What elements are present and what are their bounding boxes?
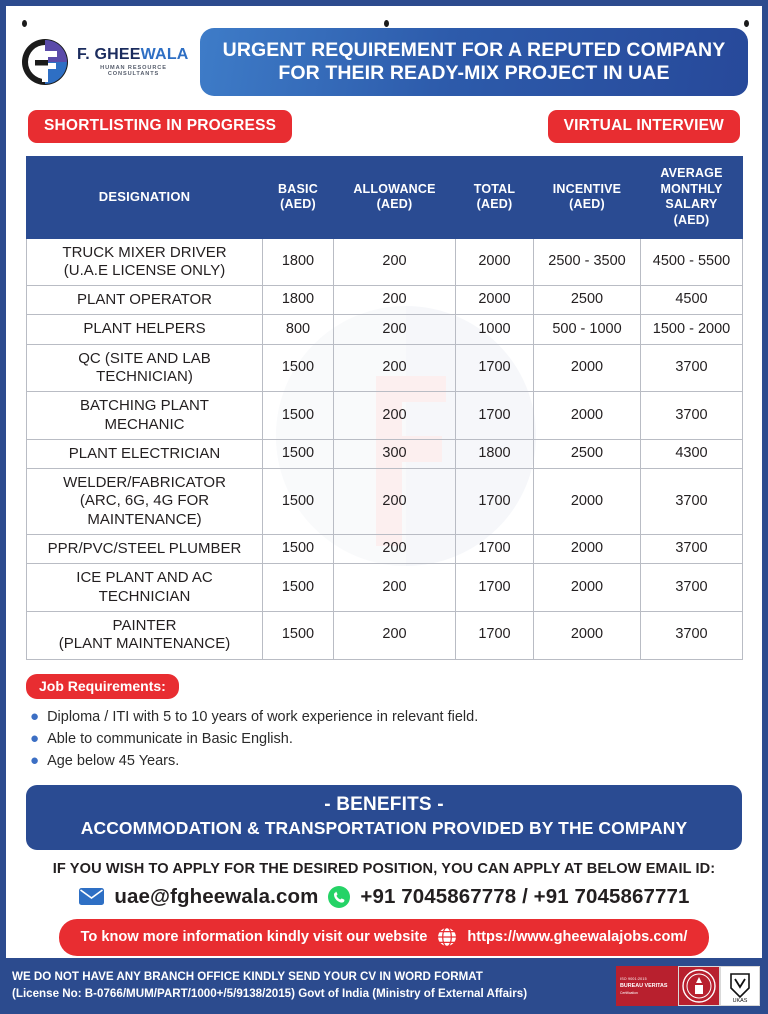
seal-emblem-icon [681, 968, 717, 1004]
cell-total: 1700 [456, 392, 534, 440]
cell-basic: 800 [263, 315, 334, 344]
designation-line: TRUCK MIXER DRIVER [62, 243, 227, 261]
column-header-allowance [334, 157, 456, 239]
column-header-total [456, 157, 534, 239]
job-requirements-section [6, 660, 762, 772]
certification-badges [616, 966, 760, 1006]
footer-notice [12, 969, 527, 1003]
table-row [27, 535, 743, 564]
status-pill-row [6, 96, 762, 143]
cell-total: 1800 [456, 439, 534, 468]
column-header-incentive [534, 157, 641, 239]
cell-allowance: 200 [334, 469, 456, 535]
cell-incentive: 2000 [534, 611, 641, 659]
designation-line: (ARC, 6G, 4G FOR [79, 492, 210, 510]
cell-incentive: 2500 [534, 439, 641, 468]
cell-total: 1700 [456, 564, 534, 612]
designation-line: PLANT OPERATOR [76, 291, 213, 309]
cell-designation [27, 286, 263, 315]
table-row [27, 564, 743, 612]
cell-designation [27, 611, 263, 659]
email-icon [78, 887, 105, 906]
salary-table-body [27, 238, 743, 659]
cell-average-salary: 4500 - 5500 [641, 238, 743, 286]
salary-table [26, 156, 743, 660]
cell-total: 2000 [456, 286, 534, 315]
designation-line: PAINTER [112, 616, 177, 634]
globe-icon [436, 926, 458, 948]
cell-allowance: 200 [334, 535, 456, 564]
official-seal-icon [678, 966, 720, 1006]
website-banner-wrap [6, 909, 762, 956]
website-banner[interactable] [59, 919, 710, 956]
requirement-text: Age below 45 Years. [47, 752, 180, 769]
cell-basic: 1800 [263, 286, 334, 315]
apply-instruction: IF YOU WISH TO APPLY FOR THE DESIRED POSITION, YOU CAN APPLY AT BELOW EMAIL ID: [52, 860, 716, 877]
salary-table-head [27, 157, 743, 239]
cell-average-salary: 1500 - 2000 [641, 315, 743, 344]
salary-table-container [6, 143, 762, 660]
logo-tagline: HUMAN RESOURCE CONSULTANTS [100, 64, 167, 77]
cell-incentive: 500 - 1000 [534, 315, 641, 344]
header-basic-line2: (AED) [280, 197, 316, 212]
cell-basic: 1800 [263, 238, 334, 286]
header-avg-line3: SALARY [665, 197, 718, 212]
cell-designation [27, 564, 263, 612]
cell-incentive: 2000 [534, 535, 641, 564]
shortlisting-status-badge: SHORTLISTING IN PROGRESS [28, 110, 292, 143]
cell-average-salary: 4300 [641, 439, 743, 468]
column-header-basic [263, 157, 334, 239]
cell-total: 1700 [456, 611, 534, 659]
header-avg-line1: AVERAGE [660, 166, 723, 180]
bureau-veritas-label: BUREAU VERITAS [620, 983, 668, 989]
designation-line: WELDER/FABRICATOR [63, 474, 226, 492]
header-total-line2: (AED) [476, 197, 513, 212]
table-row [27, 469, 743, 535]
designation-line: (U.A.E LICENSE ONLY) [63, 261, 226, 279]
cell-basic: 1500 [263, 439, 334, 468]
cell-total: 1700 [456, 469, 534, 535]
cell-basic: 1500 [263, 611, 334, 659]
column-header-designation: DESIGNATION [27, 157, 263, 239]
designation-line: (PLANT MAINTENANCE) [58, 635, 231, 653]
column-header-average-salary [641, 157, 743, 239]
designation-line: PPR/PVC/STEEL PLUMBER [47, 540, 242, 558]
cell-allowance: 200 [334, 611, 456, 659]
title-line-2: FOR THEIR READY-MIX PROJECT IN UAE [278, 62, 670, 84]
designation-line: PLANT ELECTRICIAN [68, 444, 221, 462]
cell-average-salary: 3700 [641, 611, 743, 659]
table-row [27, 344, 743, 392]
cell-incentive: 2000 [534, 344, 641, 392]
cell-allowance: 300 [334, 439, 456, 468]
cell-incentive: 2500 [534, 286, 641, 315]
header-avg-line4: (AED) [673, 212, 710, 227]
cell-allowance: 200 [334, 238, 456, 286]
cell-basic: 1500 [263, 392, 334, 440]
cell-basic: 1500 [263, 344, 334, 392]
cell-incentive: 2000 [534, 564, 641, 612]
poster-title [200, 28, 748, 96]
cell-incentive: 2000 [534, 469, 641, 535]
designation-line: MECHANIC [104, 415, 185, 433]
cell-average-salary: 3700 [641, 535, 743, 564]
gheewala-logo-icon [20, 37, 70, 87]
requirement-text: Diploma / ITI with 5 to 10 years of work experience in relevant field. [47, 708, 479, 725]
ukas-crown-icon [723, 968, 757, 1004]
cell-average-salary: 3700 [641, 344, 743, 392]
table-row [27, 392, 743, 440]
designation-line: ICE PLANT AND AC [76, 569, 213, 587]
contact-email[interactable]: uae@fgheewala.com [114, 884, 319, 908]
bullet-icon: ● [30, 751, 40, 769]
cell-allowance: 200 [334, 564, 456, 612]
cell-allowance: 200 [334, 286, 456, 315]
benefits-banner [26, 785, 742, 850]
cell-average-salary: 3700 [641, 469, 743, 535]
cell-designation [27, 315, 263, 344]
benefits-description: ACCOMMODATION & TRANSPORTATION PROVIDED BY THE COMPANY [80, 817, 688, 838]
cell-basic: 1500 [263, 564, 334, 612]
designation-line: QC (SITE AND LAB [78, 349, 211, 367]
header-incentive-line1: INCENTIVE [552, 181, 622, 196]
cell-total: 1000 [456, 315, 534, 344]
cell-allowance: 200 [334, 315, 456, 344]
cell-basic: 1500 [263, 535, 334, 564]
company-logo [20, 37, 190, 87]
designation-line: TECHNICIAN [98, 587, 191, 605]
designation-line: TECHNICIAN) [96, 367, 193, 385]
virtual-interview-badge: VIRTUAL INTERVIEW [548, 110, 740, 143]
cell-total: 1700 [456, 344, 534, 392]
cell-basic: 1500 [263, 469, 334, 535]
header-incentive-line2: (AED) [569, 197, 605, 212]
header-allowance-line1: ALLOWANCE [353, 181, 436, 196]
requirement-item [26, 728, 742, 750]
job-requirements-list [26, 706, 742, 772]
poster-sheet [6, 6, 762, 958]
poster-header [6, 6, 762, 96]
header-total-line1: TOTAL [473, 181, 516, 196]
footer-line-1: WE DO NOT HAVE ANY BRANCH OFFICE KINDLY SEND YOUR CV IN WORD FORMAT [12, 970, 483, 984]
requirement-item [26, 706, 742, 728]
cell-designation [27, 535, 263, 564]
table-row [27, 286, 743, 315]
requirement-text: Able to communicate in Basic English. [47, 730, 293, 747]
table-header-row [27, 157, 743, 239]
logo-name-part1: F. GHEE [77, 45, 141, 63]
cell-average-salary: 3700 [641, 392, 743, 440]
table-row [27, 611, 743, 659]
bullet-icon: ● [30, 707, 40, 725]
cell-allowance: 200 [334, 344, 456, 392]
bullet-icon: ● [30, 729, 40, 747]
header-allowance-line2: (AED) [376, 197, 413, 212]
cell-allowance: 200 [334, 392, 456, 440]
cell-designation [27, 344, 263, 392]
logo-wordmark [77, 47, 190, 77]
benefits-title: - BENEFITS - [324, 793, 444, 815]
svg-text:UKAS: UKAS [732, 998, 748, 1004]
header-avg-line2: MONTHLY [660, 181, 723, 196]
table-row [27, 238, 743, 286]
cell-average-salary: 3700 [641, 564, 743, 612]
contact-row [6, 877, 762, 909]
cell-average-salary: 4500 [641, 286, 743, 315]
title-line-1: URGENT REQUIREMENT FOR A REPUTED COMPANY [222, 39, 726, 61]
iso-standard-label: ISO 9001:2015 [620, 977, 647, 981]
cell-total: 2000 [456, 238, 534, 286]
cell-incentive: 2000 [534, 392, 641, 440]
certification-label: Certification [620, 991, 638, 995]
whatsapp-icon [327, 885, 351, 909]
iso-bureau-veritas-badge [616, 966, 678, 1006]
footer-line-2: (License No: B-0766/MUM/PART/1000+/5/9138/2015) Govt of India (Ministry of External Affairs) [12, 987, 528, 1000]
poster-footer [0, 958, 768, 1014]
header-basic-line1: BASIC [278, 181, 318, 196]
job-requirements-badge: Job Requirements: [26, 674, 179, 699]
cell-designation [27, 392, 263, 440]
website-url[interactable]: https://www.gheewalajobs.com/ [467, 928, 688, 945]
designation-line: MAINTENANCE) [87, 510, 202, 528]
logo-name-part2: WALA [140, 45, 189, 63]
designation-line: PLANT HELPERS [83, 320, 206, 338]
table-row [27, 315, 743, 344]
contact-phone-numbers[interactable]: +91 7045867778 / +91 7045867771 [360, 884, 690, 908]
cell-designation [27, 439, 263, 468]
cell-designation [27, 238, 263, 286]
table-row [27, 439, 743, 468]
designation-line: BATCHING PLANT [80, 397, 209, 415]
website-prefix-text: To know more information kindly visit our website [80, 928, 428, 945]
ukas-badge [720, 966, 760, 1006]
requirement-item [26, 750, 742, 772]
cell-incentive: 2500 - 3500 [534, 238, 641, 286]
cell-total: 1700 [456, 535, 534, 564]
cell-designation [27, 469, 263, 535]
